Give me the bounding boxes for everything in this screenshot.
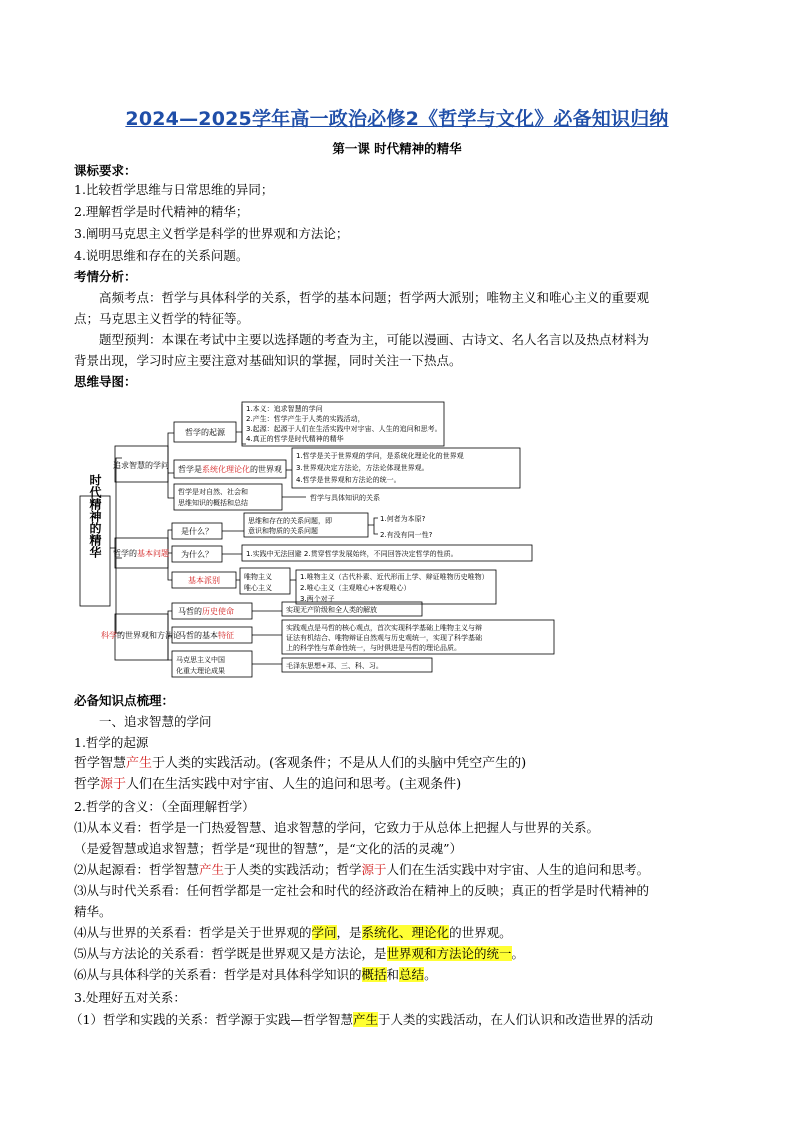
- mindmap-node-sinicization: 化重大理论成果: [176, 667, 225, 675]
- lesson-title: 第一课 时代精神的精华: [332, 141, 462, 156]
- mindmap-what-text: 意识和物质的关系问题: [248, 527, 318, 535]
- text-line: 哲学源于人们在生活实践中对宇宙、人生的追问和思考。(主观条件): [74, 777, 462, 792]
- mindmap-camps-text: 唯心主义: [244, 584, 272, 592]
- analysis-text: 题型预判：本课在考试中主要以选择题的考查为主，可能以漫画、古诗文、名人名言以及热点材料为: [99, 332, 650, 347]
- curriculum-item: 3.阐明马克思主义哲学是科学的世界观和方法论；: [74, 226, 349, 241]
- curriculum-item: 4.说明思维和存在的关系问题。: [74, 248, 249, 263]
- curriculum-item: 2.理解哲学是时代精神的精华；: [74, 204, 249, 219]
- text-line: （是爱智慧或追求智慧；哲学是“现世的智慧”，是“文化的活的灵魂”）: [74, 841, 463, 856]
- mindmap-mission-text: 实现无产阶级和全人类的解放: [286, 606, 377, 614]
- text-line: ⑴从本义看：哲学是一门热爱智慧、追求智慧的学问，它致力于从总体上把握人与世界的关系。: [74, 820, 600, 835]
- section-heading: 一、追求智慧的学问: [99, 714, 212, 729]
- mindmap-node-what: 是什么？: [181, 527, 213, 536]
- mindmap-node-sinicization: 马克思主义中国: [176, 656, 225, 664]
- mindmap-node-camps: 基本派别: [188, 576, 220, 585]
- mindmap-generalize-relation: 哲学与具体知识的关系: [310, 494, 380, 502]
- mindmap-camps-item: 3.两个对子: [300, 595, 335, 603]
- text-line: ⑸从与方法论的关系看：哲学既是世界观又是方法论，是世界观和方法论的统一。: [74, 946, 525, 961]
- analysis-heading: 考情分析：: [74, 269, 137, 284]
- mindmap-camps-item: 1.唯物主义（古代朴素、近代形而上学、辩证唯物历史唯物）: [300, 573, 489, 581]
- analysis-text: 点；马克思主义哲学的特征等。: [74, 311, 250, 326]
- analysis-text: 背景出现，学习时应主要注意对基础知识的掌握，同时关注一下热点。: [74, 353, 462, 368]
- mindmap-node-worldview: 哲学是系统化理论化的世界观: [178, 465, 282, 474]
- curriculum-heading: 课标要求：: [74, 163, 137, 178]
- text-line: 精华。: [74, 904, 112, 919]
- mindmap-features-item: 实践观点是马哲的核心观点，首次实现科学基础上唯物主义与辩: [286, 624, 482, 632]
- text-line: ⑹从与具体科学的关系看：哲学是对具体科学知识的概括和总结。: [74, 967, 437, 982]
- mindmap-what-question: 1.何者为本原?: [380, 515, 426, 523]
- mindmap-features-item: 证法有机结合、唯物辩证自然观与历史观统一，实现了科学基础: [286, 634, 482, 642]
- mindmap-branch-wisdom: 追求智慧的学问: [113, 461, 169, 470]
- mindmap-node-features: 马哲的基本特征: [178, 631, 234, 640]
- text-line: ⑶从与时代关系看：任何哲学都是一定社会和时代的经济政治在精神上的反映；真正的哲学是时代精神的: [74, 883, 650, 898]
- text-line: （1）哲学和实践的关系：哲学源于实践—哲学智慧产生于人类的实践活动，在人们认识和改造世界的活动: [70, 1012, 653, 1027]
- mindmap-why-text: 1.实践中无法回避 2.贯穿哲学发展始终，不同回答决定哲学的性质。: [246, 550, 458, 558]
- subsection-title: 1.哲学的起源: [74, 735, 149, 750]
- mindmap-heading: 思维导图：: [74, 374, 137, 389]
- mindmap-root: 时代精神的精华: [88, 474, 102, 558]
- mindmap-origin-item: 2.产生：哲学产生于人类的实践活动，: [246, 415, 365, 423]
- text-line: ⑷从与世界的关系看：哲学是关于世界观的学问，是系统化、理论化的世界观。: [74, 925, 512, 940]
- document-title: 2024—2025学年高一政治必修2《哲学与文化》必备知识归纳: [125, 108, 669, 130]
- subsection-title: 3.处理好五对关系：: [74, 990, 186, 1005]
- mind-map: [78, 398, 718, 678]
- mindmap-worldview-item: 1.哲学是关于世界观的学问，是系统化理论化的世界观: [296, 452, 464, 460]
- curriculum-item: 1.比较哲学思维与日常思维的异同；: [74, 182, 274, 197]
- mindmap-origin-item: 4.真正的哲学是时代精神的精华: [246, 435, 344, 443]
- knowledge-heading: 必备知识点梳理：: [74, 693, 175, 708]
- mindmap-branch-basic-question: 哲学的基本问题: [113, 549, 169, 558]
- mindmap-node-why: 为什么？: [181, 550, 213, 559]
- mindmap-worldview-item: 4.哲学是世界观和方法论的统一。: [296, 476, 401, 484]
- mindmap-node-mission: 马哲的历史使命: [178, 607, 234, 616]
- analysis-text: 高频考点：哲学与具体科学的关系，哲学的基本问题；哲学两大派别；唯物主义和唯心主义的重要观: [99, 290, 650, 305]
- mindmap-node-origin: 哲学的起源: [185, 428, 225, 437]
- mindmap-sinicization-text: 毛泽东思想+邓、三、科、习。: [286, 662, 383, 670]
- mindmap-camps-item: 2.唯心主义（主观唯心+客观唯心）: [300, 584, 411, 592]
- mindmap-what-text: 思维和存在的关系问题，即: [248, 517, 332, 525]
- mindmap-features-item: 上的科学性与革命性统一，与时俱进是马哲的理论品质。: [286, 644, 461, 652]
- mindmap-node-generalize: 哲学是对自然、社会和: [178, 488, 248, 496]
- text-line: ⑵从起源看：哲学智慧产生于人类的实践活动；哲学源于人们在生活实践中对宇宙、人生的追问和思考。: [74, 862, 650, 877]
- mindmap-node-generalize: 思维知识的概括和总结: [178, 499, 248, 507]
- mindmap-origin-item: 3.起源：起源于人们在生活实践中对宇宙、人生的追问和思考。: [246, 425, 442, 433]
- mindmap-camps-text: 唯物主义: [244, 573, 272, 581]
- mindmap-origin-item: 1.本义：追求智慧的学问: [246, 405, 323, 413]
- text-line: 哲学智慧产生于人类的实践活动。(客观条件；不是从人们的头脑中凭空产生的): [74, 756, 527, 771]
- mindmap-what-question: 2.有没有同一性?: [380, 531, 433, 539]
- mindmap-branch-science: 科学的世界观和方法论: [101, 631, 181, 640]
- mindmap-worldview-item: 3.世界观决定方法论，方法论体现世界观。: [296, 464, 429, 472]
- subsection-title: 2.哲学的含义：（全面理解哲学）: [74, 799, 255, 814]
